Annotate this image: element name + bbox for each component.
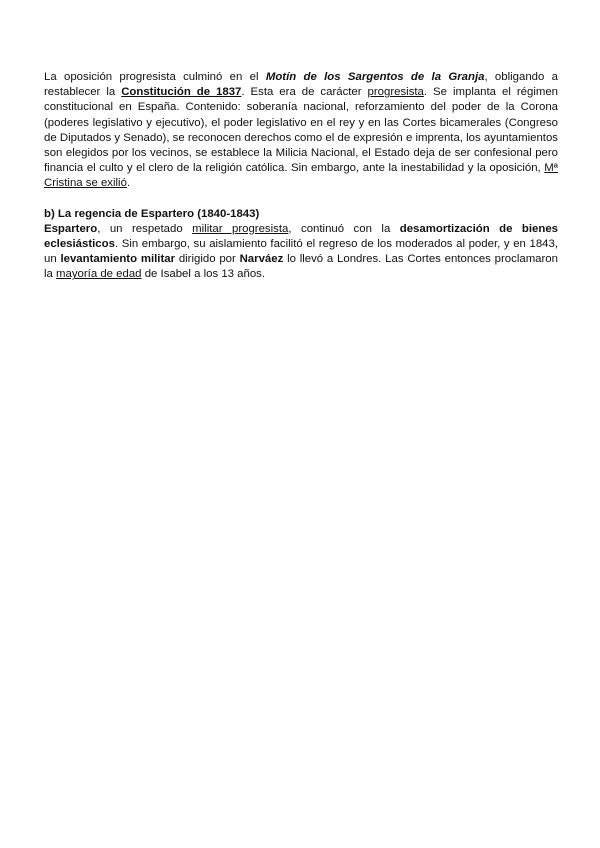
text: , un respetado (97, 222, 193, 235)
narvaez-name: Narváez (239, 253, 284, 266)
espartero-name: Espartero (44, 222, 98, 235)
text: . Se implanta el régimen constitucional en España. Contenido: soberanía nacional, reforzamiento del poder de la Corona (poderes legislativo y ejecutivo), el poder legislativo en el rey y en las Cortes bicamerales (Congreso de Diputados y Senado), se reconocen derechos como el de expresión e imprenta, los ayuntamientos son elegidos por los vecinos, se establece la Milicia Nacional, el Estado deja de ser confesional pero financia el culto y el clero de la religión católica. Sin embargo, ante la inestabilidad y la oposición, (44, 86, 559, 175)
text: . (126, 177, 131, 190)
progresista-term: progresista (367, 86, 424, 99)
militar-progresista: militar progresista (192, 222, 289, 235)
levantamiento-militar: levantamiento militar (60, 253, 176, 266)
paragraph-espartero (44, 222, 558, 283)
cristina-exilio: Mª Cristina se exilió (44, 162, 558, 190)
text: . Esta era de carácter (241, 86, 368, 99)
text: , continuó con la (288, 222, 400, 235)
desamortizacion-term: desamortización de bienes eclesiásticos (44, 222, 558, 251)
mayoria-de-edad: mayoría de edad (56, 268, 142, 281)
text: . Sin embargo, su aislamiento facilitó el regreso de los moderados al poder, y en 1843, un (44, 238, 558, 266)
paragraph-spacer (44, 192, 558, 207)
text: lo llevó a Londres. Las Cortes entonces proclamaron la (44, 253, 558, 281)
paragraph-constitucion-1837 (44, 70, 558, 192)
text: La oposición progresista culminó en el (44, 71, 266, 83)
document-body (44, 70, 558, 283)
constitucion-1837: Constitución de 1837 (121, 86, 242, 99)
text: dirigido por (175, 253, 240, 266)
text: , obligando a restablecer la (44, 71, 558, 99)
section-heading-regencia-espartero: b) La regencia de Espartero (1840-1843) (44, 207, 260, 220)
text: de Isabel a los 13 años. (141, 268, 266, 281)
motin-sargentos-granja: Motín de los Sargentos de la Granja (265, 71, 485, 83)
